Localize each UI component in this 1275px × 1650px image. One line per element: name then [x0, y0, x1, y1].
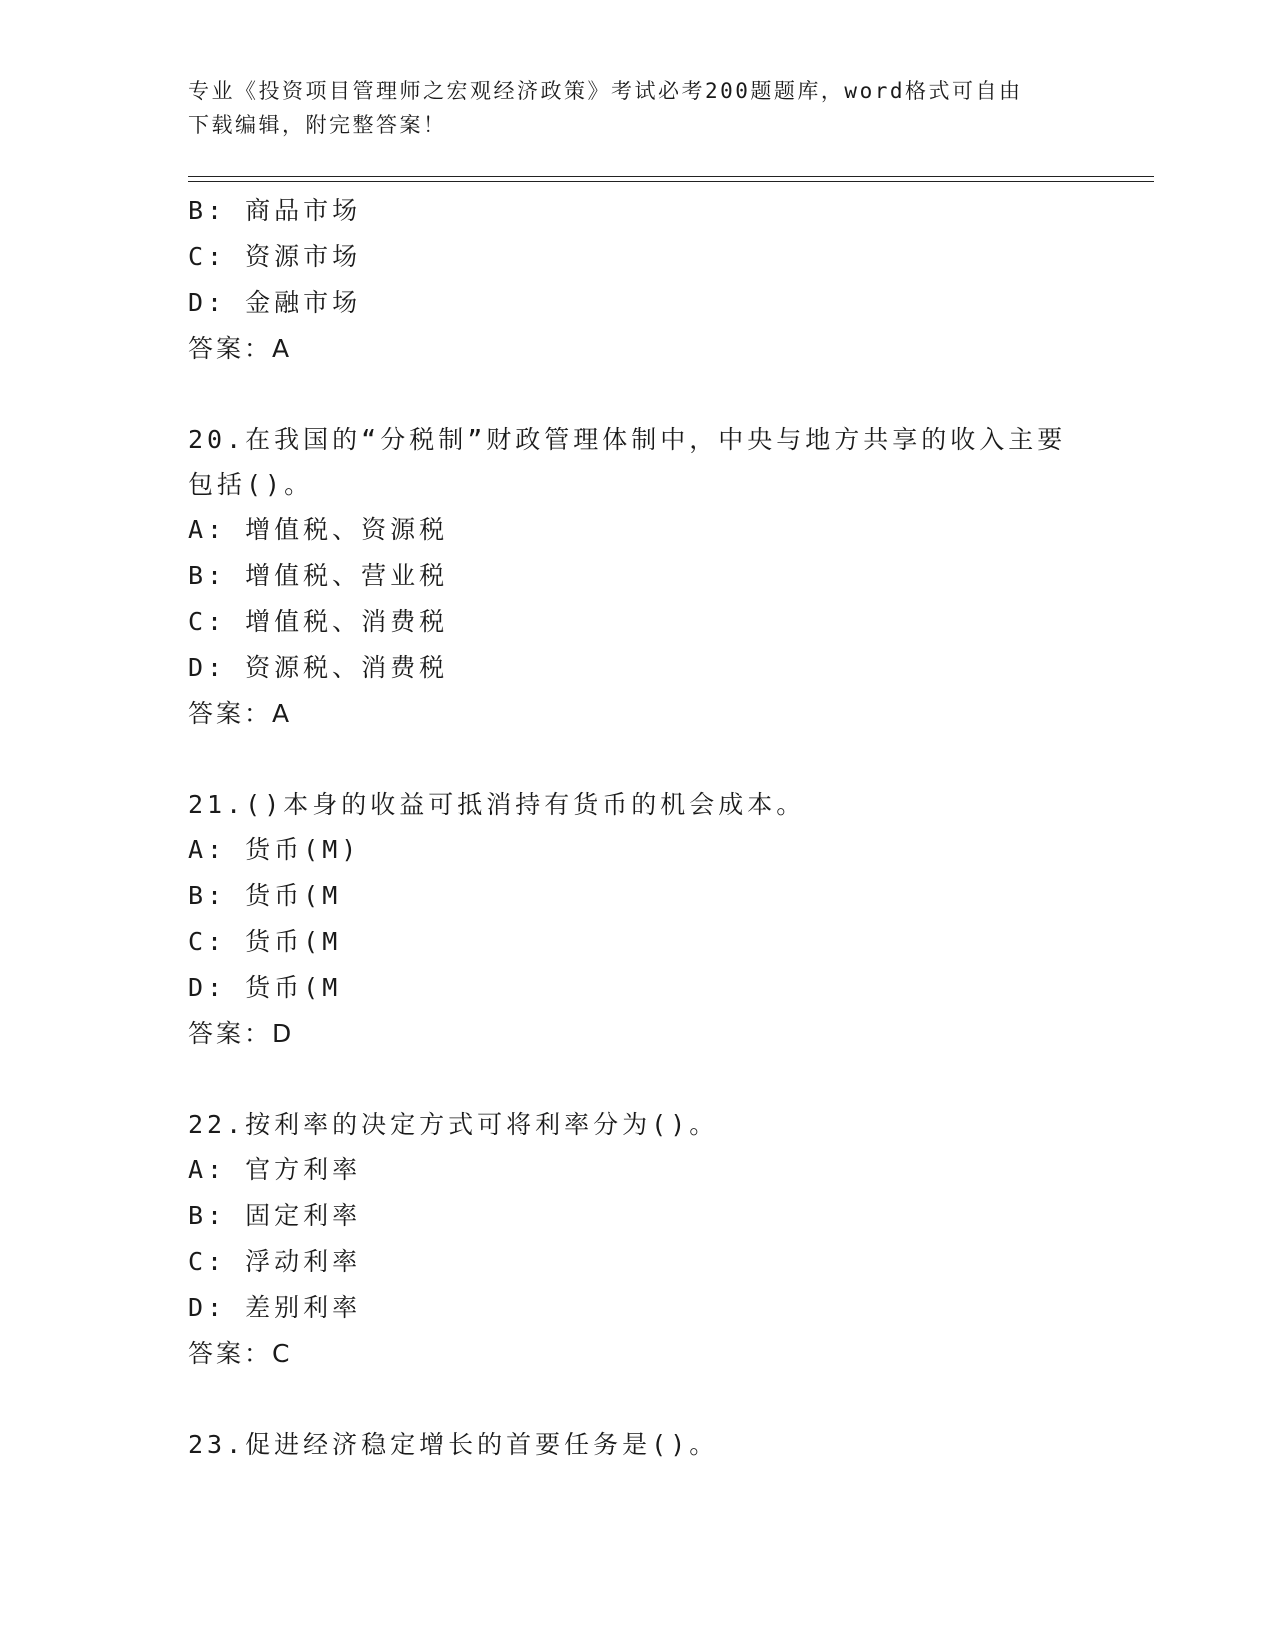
option-b: B: 增值税、营业税: [188, 561, 449, 590]
answer-line: 答案：C: [188, 1339, 293, 1368]
header-rule-top: [188, 176, 1154, 177]
question-text-line: 20.在我国的“分税制”财政管理体制中，中央与地方共享的收入主要: [188, 425, 1067, 454]
option-b: B: 固定利率: [188, 1201, 362, 1230]
question-20: [188, 417, 1088, 737]
question-list: [188, 188, 1088, 1467]
question-text-line: 包括()。: [188, 470, 314, 499]
answer-line: 答案：A: [188, 699, 293, 728]
document-header: [188, 74, 1088, 142]
header-line-2: 下载编辑，附完整答案！: [188, 113, 447, 137]
spacer: [188, 372, 1088, 417]
spacer: [188, 737, 1088, 782]
answer-line: 答案：D: [188, 1019, 295, 1048]
option-d: D: 差别利率: [188, 1293, 362, 1322]
option-b: B: 货币(M: [188, 881, 342, 910]
option-c: C: 浮动利率: [188, 1247, 362, 1276]
header-line-1: 专业《投资项目管理师之宏观经济政策》考试必考200题题库，word格式可自由: [188, 79, 1023, 103]
question-19-tail: [188, 188, 1088, 372]
option-d: D: 金融市场: [188, 288, 362, 317]
option-c: C: 增值税、消费税: [188, 607, 449, 636]
option-a: A: 货币(M): [188, 835, 361, 864]
option-d: D: 货币(M: [188, 973, 342, 1002]
option-a: A: 官方利率: [188, 1155, 362, 1184]
question-21: [188, 782, 1088, 1057]
header-rule-bottom: [188, 181, 1154, 182]
spacer: [188, 1057, 1088, 1102]
option-c: C: 资源市场: [188, 242, 362, 271]
spacer: [188, 1377, 1088, 1422]
option-c: C: 货币(M: [188, 927, 342, 956]
answer-line: 答案：A: [188, 334, 293, 363]
option-a: A: 增值税、资源税: [188, 515, 449, 544]
question-text-line: 23.促进经济稳定增长的首要任务是()。: [188, 1430, 719, 1459]
question-text-line: 22.按利率的决定方式可将利率分为()。: [188, 1110, 719, 1139]
option-d: D: 资源税、消费税: [188, 653, 449, 682]
option-b: B: 商品市场: [188, 196, 362, 225]
question-22: [188, 1102, 1088, 1377]
question-text-line: 21.()本身的收益可抵消持有货币的机会成本。: [188, 790, 806, 819]
question-23: [188, 1422, 1088, 1467]
